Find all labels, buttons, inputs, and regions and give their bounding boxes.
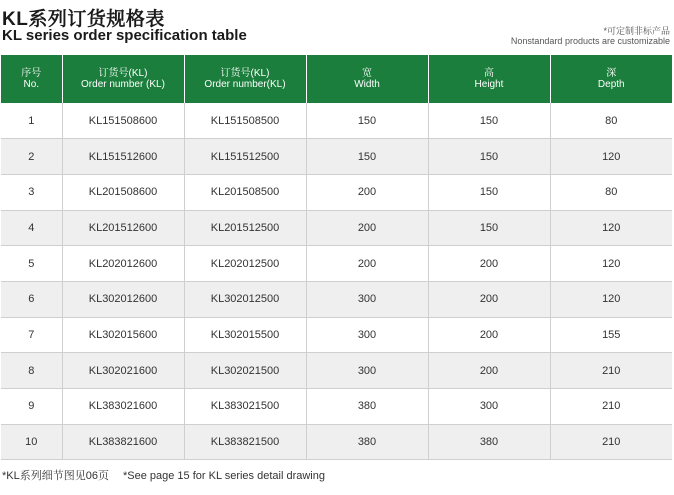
cell-order-number-600: KL202012600 <box>62 246 184 282</box>
column-header-en: Order number(KL) <box>204 79 286 90</box>
column-header-en: Order number (KL) <box>81 79 165 90</box>
cell-height: 200 <box>428 246 550 282</box>
cell-height: 150 <box>428 174 550 210</box>
cell-no: 8 <box>1 353 62 389</box>
cell-order-number-600: KL383021600 <box>62 389 184 425</box>
cell-width: 200 <box>306 246 428 282</box>
cell-no: 1 <box>1 103 62 139</box>
cell-no: 5 <box>1 246 62 282</box>
cell-depth: 210 <box>550 389 672 425</box>
cell-no: 4 <box>1 210 62 246</box>
column-header-no <box>1 55 62 103</box>
table-header-row <box>1 55 672 103</box>
cell-depth: 120 <box>550 139 672 175</box>
footer-note-en: *See page 15 for KL series detail drawing <box>122 470 325 482</box>
column-header-height <box>428 55 550 103</box>
cell-order-number-500: KL201512500 <box>184 210 306 246</box>
cell-order-number-600: KL302012600 <box>62 281 184 317</box>
page-title-cn: KL系列订货规格表 <box>2 9 165 30</box>
cell-height: 150 <box>428 210 550 246</box>
table-row <box>1 139 672 175</box>
cell-depth: 80 <box>550 174 672 210</box>
cell-depth: 120 <box>550 210 672 246</box>
cell-height: 150 <box>428 103 550 139</box>
footer-note-cn: *KL系列细节图见06页 <box>2 470 109 482</box>
cell-width: 300 <box>306 281 428 317</box>
column-header-cn: 序号 <box>21 68 42 79</box>
cell-height: 300 <box>428 389 550 425</box>
column-header-cn: 订货号(KL) <box>220 68 270 79</box>
column-header-cn: 订货号(KL) <box>98 68 148 79</box>
cell-order-number-600: KL151512600 <box>62 139 184 175</box>
cell-depth: 210 <box>550 353 672 389</box>
column-header-depth <box>550 55 672 103</box>
cell-height: 200 <box>428 317 550 353</box>
cell-width: 150 <box>306 139 428 175</box>
cell-order-number-500: KL383821500 <box>184 424 306 460</box>
cell-no: 6 <box>1 281 62 317</box>
cell-order-number-600: KL201512600 <box>62 210 184 246</box>
page-title-en: KL series order specification table <box>2 27 247 44</box>
column-header-en: No. <box>23 79 40 90</box>
cell-order-number-600: KL201508600 <box>62 174 184 210</box>
column-header-cn: 深 <box>606 68 617 79</box>
cell-depth: 120 <box>550 246 672 282</box>
cell-width: 200 <box>306 210 428 246</box>
cell-width: 200 <box>306 174 428 210</box>
cell-order-number-500: KL302015500 <box>184 317 306 353</box>
cell-width: 380 <box>306 389 428 425</box>
table-row <box>1 103 672 139</box>
customizable-note-cn: *可定制非标产品 <box>603 26 670 36</box>
cell-height: 200 <box>428 281 550 317</box>
table-row <box>1 246 672 282</box>
cell-width: 150 <box>306 103 428 139</box>
customizable-note-en: Nonstandard products are customizable <box>510 36 670 46</box>
cell-width: 300 <box>306 353 428 389</box>
cell-order-number-600: KL302015600 <box>62 317 184 353</box>
cell-height: 150 <box>428 139 550 175</box>
column-header-cn: 高 <box>484 68 494 79</box>
cell-depth: 80 <box>550 103 672 139</box>
table-row <box>1 389 672 425</box>
column-header-cn: 宽 <box>362 68 372 79</box>
cell-depth: 210 <box>550 424 672 460</box>
footer-note <box>2 467 339 483</box>
cell-order-number-500: KL302012500 <box>184 281 306 317</box>
column-header-order-number-600 <box>62 55 184 103</box>
cell-height: 380 <box>428 424 550 460</box>
cell-order-number-600: KL151508600 <box>62 103 184 139</box>
cell-height: 200 <box>428 353 550 389</box>
cell-no: 10 <box>1 424 62 460</box>
cell-order-number-600: KL383821600 <box>62 424 184 460</box>
table-row <box>1 317 672 353</box>
table-row <box>1 353 672 389</box>
column-header-en: Height <box>474 79 504 90</box>
cell-no: 7 <box>1 317 62 353</box>
cell-order-number-500: KL151508500 <box>184 103 306 139</box>
cell-width: 380 <box>306 424 428 460</box>
table-row <box>1 210 672 246</box>
cell-no: 9 <box>1 389 62 425</box>
table-row <box>1 174 672 210</box>
column-header-order-number-500 <box>184 55 306 103</box>
cell-depth: 120 <box>550 281 672 317</box>
table-row <box>1 424 672 460</box>
cell-width: 300 <box>306 317 428 353</box>
cell-depth: 155 <box>550 317 672 353</box>
column-header-en: Width <box>354 79 380 90</box>
column-header-en: Depth <box>597 79 625 90</box>
cell-no: 2 <box>1 139 62 175</box>
cell-no: 3 <box>1 174 62 210</box>
specification-table <box>1 55 672 460</box>
cell-order-number-600: KL302021600 <box>62 353 184 389</box>
cell-order-number-500: KL302021500 <box>184 353 306 389</box>
cell-order-number-500: KL151512500 <box>184 139 306 175</box>
table-row <box>1 281 672 317</box>
cell-order-number-500: KL383021500 <box>184 389 306 425</box>
cell-order-number-500: KL202012500 <box>184 246 306 282</box>
column-header-width <box>306 55 428 103</box>
cell-order-number-500: KL201508500 <box>184 174 306 210</box>
